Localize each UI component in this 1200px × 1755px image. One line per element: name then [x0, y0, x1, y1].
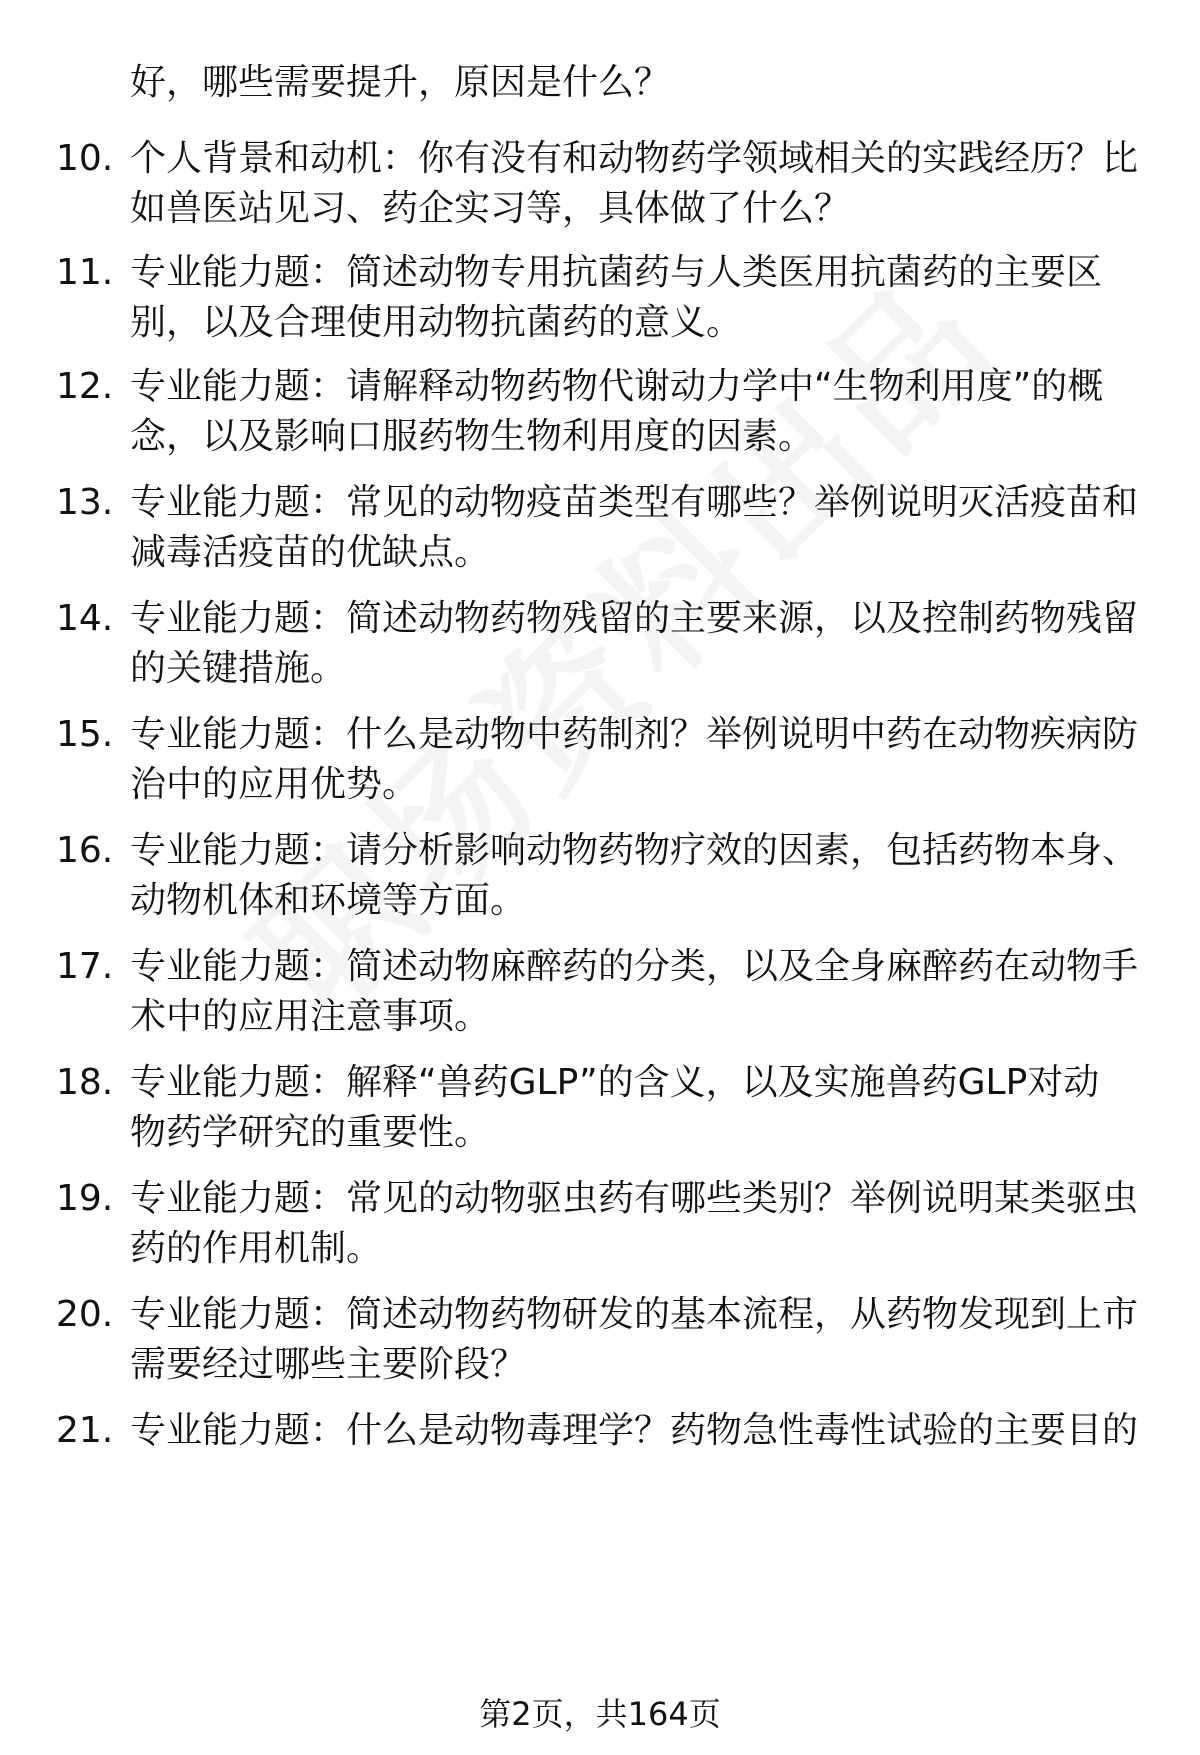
question-line: 别，以及合理使用动物抗菌药的意义。	[130, 302, 743, 343]
question-text	[130, 362, 1140, 462]
question-number: 17.	[56, 946, 114, 987]
question-text	[130, 1058, 1140, 1158]
question-text	[130, 710, 1140, 810]
question-text	[130, 594, 1140, 694]
continued-text: 好，哪些需要提升，原因是什么？	[130, 62, 671, 103]
question-line: 专业能力题：简述动物药物研发的基本流程，从药物发现到上市	[130, 1294, 1139, 1335]
question-number: 18.	[56, 1062, 114, 1103]
question-number: 10.	[56, 138, 114, 179]
question-line: 专业能力题：简述动物专用抗菌药与人类医用抗菌药的主要区	[130, 252, 1103, 293]
question-line: 专业能力题：什么是动物毒理学？药物急性毒性试验的主要目的	[130, 1410, 1139, 1451]
question-line: 专业能力题：请分析影响动物药物疗效的因素，包括药物本身、	[130, 830, 1139, 871]
question-text	[130, 1406, 1140, 1456]
question-line: 治中的应用优势。	[130, 764, 419, 805]
question-number: 11.	[56, 252, 114, 293]
question-line: 专业能力题：什么是动物中药制剂？举例说明中药在动物疾病防	[130, 714, 1139, 755]
question-number: 14.	[56, 598, 114, 639]
question-line: 个人背景和动机：你有没有和动物药学领域相关的实践经历？比	[130, 138, 1139, 179]
question-text	[130, 478, 1140, 578]
question-line: 如兽医站见习、药企实习等，具体做了什么？	[130, 188, 851, 229]
question-text	[130, 248, 1140, 348]
question-line: 专业能力题：常见的动物驱虫药有哪些类别？举例说明某类驱虫	[130, 1178, 1139, 1219]
question-text	[130, 826, 1140, 926]
question-line: 专业能力题：简述动物麻醉药的分类，以及全身麻醉药在动物手	[130, 946, 1139, 987]
question-text	[130, 1174, 1140, 1274]
question-line: 专业能力题：请解释动物药物代谢动力学中“生物利用度”的概	[130, 366, 1104, 407]
question-line: 专业能力题：简述动物药物残留的主要来源，以及控制药物残留	[130, 598, 1139, 639]
question-line: 的关键措施。	[130, 648, 347, 689]
question-number: 20.	[56, 1294, 114, 1335]
question-line: 专业能力题：常见的动物疫苗类型有哪些？举例说明灭活疫苗和	[130, 482, 1139, 523]
question-number: 19.	[56, 1178, 114, 1219]
question-line: 药的作用机制。	[130, 1228, 383, 1269]
question-text	[130, 1290, 1140, 1390]
question-number: 13.	[56, 482, 114, 523]
question-number: 21.	[56, 1410, 114, 1451]
question-number: 15.	[56, 714, 114, 755]
question-text	[130, 134, 1140, 234]
question-text	[130, 942, 1140, 1042]
page-footer: 第2页，共164页	[479, 1695, 721, 1733]
question-line: 专业能力题：解释“兽药GLP”的含义，以及实施兽药GLP对动	[130, 1062, 1100, 1103]
question-number: 16.	[56, 830, 114, 871]
question-line: 物药学研究的重要性。	[130, 1112, 491, 1153]
question-line: 减毒活疫苗的优缺点。	[130, 532, 491, 573]
question-line: 动物机体和环境等方面。	[130, 880, 527, 921]
question-line: 需要经过哪些主要阶段？	[130, 1344, 527, 1385]
question-number: 12.	[56, 366, 114, 407]
question-line: 念，以及影响口服药物生物利用度的因素。	[130, 416, 815, 457]
question-line: 术中的应用注意事项。	[130, 996, 491, 1037]
